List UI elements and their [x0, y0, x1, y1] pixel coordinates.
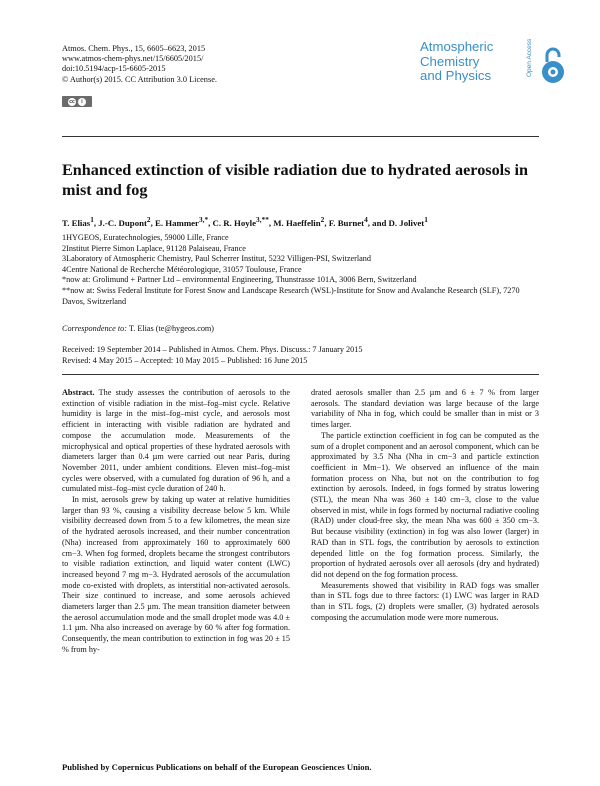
abstract-paragraph-5: Measurements showed that visibility in RAD fogs was smaller than in STL fogs due to three factors: (1) LWC was larger in RAD than in STL fogs, (2) droplets were smaller, (3) hydrated aerosols composing the accumulation mode were more numerous.: [311, 580, 539, 622]
abstract-divider: [62, 374, 539, 375]
journal-name: Atmospheric Chemistry and Physics: [420, 39, 494, 84]
abstract-paragraph-4: The particle extinction coefficient in fog can be computed as the sum of a droplet component and an aerosol component, which can be approximated by 3.5 Nha (Nha in cm−3 and particle extinction coefficient in Mm−1). We observed an influence of the main formation process on Nha, but not on the contribution to fog extinction by aerosols. Indeed, in fogs formed by stratus lowering (STL), the mean Nha was 360 ± 140 cm−3, close to the value observed in mist, while in fogs formed by nocturnal radiative cooling (RAD) under cloud-free sky, the mean Nha was 600 ± 350 cm−3. But because visibility (extinction) in fog was also lower (larger) in RAD than in STL fogs, the contribution by aerosols to extinction depended little on the fog formation process. Similarly, the proportion of hydrated aerosols over all aerosols (dry and hydrated) did not depend on the fog formation process.: [311, 430, 539, 579]
abstract-paragraph-3: drated aerosols smaller than 2.5 µm and 6 ± 7 % from larger aerosols. The standard deviation was large because of the large variability of Nha in fog, which could be smaller than in mist or 3 times larger.: [311, 388, 539, 430]
affiliation-6: **now at: Swiss Federal Institute for Forest Snow and Landscape Research (WSL)-Institute for Snow and Avalanche Research (SLF), 7270 Davos, Switzerland: [62, 285, 520, 306]
license: © Author(s) 2015. CC Attribution 3.0 License.: [62, 74, 217, 84]
header-block: [62, 44, 217, 85]
abstract-paragraph-2: In mist, aerosols grew by taking up water at relative humidities larger than 93 %, causing a visibility decrease below 5 km. While visibility decreased down from 5 to a few kilometres, the mean size of the hydrated aerosols increased, and their number concentration (Nha) increased from approximately 160 to approximately 600 cm−3. When fog formed, droplets became the strongest contributors to visible radiation extinction, and liquid water content (LWC) increased beyond 7 mg m−3. Hydrated aerosols of the accumulation mode co-existed with droplets, as interstitial non-activated aerosols. Their size continued to increase, and some aerosols achieved diameters larger than 2.5 µm. The mean transition diameter between the aerosol accumulation mode and the small droplet mode was 4.0 ± 1.1 µm. Nha also increased on average by 60 % after fog formation. Consequently, the mean contribution to extinction in fog was 20 ± 15 % from hy-: [62, 495, 290, 654]
paper-title: Enhanced extinction of visible radiation due to hydrated aerosols in mist and fog: [62, 161, 529, 199]
author-list: [62, 214, 542, 229]
by-icon: i: [78, 98, 86, 106]
dates-line-1: Received: 19 September 2014 – Published in Atmos. Chem. Phys. Discuss.: 7 January 2015: [62, 345, 363, 354]
affiliation-3: 3Laboratory of Atmospheric Chemistry, Paul Scherrer Institut, 5232 Villigen-PSI, Switzerland: [62, 254, 371, 264]
svg-text:Open Access: Open Access: [526, 38, 533, 77]
abstract-column-left: [62, 388, 290, 656]
publication-dates: [62, 345, 362, 366]
affiliation-5: *now at: Grolimund + Partner Ltd – environmental Engineering, Thunstrasse 101A, 3006 Bern, Switzerland: [62, 275, 417, 285]
abstract-column-right: [311, 388, 539, 623]
doi[interactable]: doi:10.5194/acp-15-6605-2015: [62, 64, 166, 74]
citation: Atmos. Chem. Phys., 15, 6605–6623, 2015: [62, 44, 206, 53]
article-url[interactable]: www.atmos-chem-phys.net/15/6605/2015/: [62, 54, 204, 64]
correspondence-value[interactable]: T. Elias (te@hygeos.com): [128, 324, 215, 333]
abstract-paragraph-1: Abstract. The study assesses the contribution of aerosols to the extinction of visible radiation in the mist–fog–mist cycle. Relative humidity is large in the mist–fog–mist cycle, and aerosols most efficient in interacting with visible radiation are hydrated and compose the accumulation mode. Measurements of the microphysical and optical properties of these hydrated aerosols with diameters larger than 0.4 µm were carried out near Paris, during November 2011, under ambient conditions. Eleven mist–fog–mist cycles were observed, with a cumulated fog duration of 96 h, and a cumulated mist–fog–mist cycle duration of 240 h.: [62, 388, 290, 494]
top-divider: [62, 136, 539, 137]
cc-by-badge-icon[interactable]: [62, 96, 92, 107]
abstract-label: Abstract.: [62, 388, 95, 397]
publisher-footer: Published by Copernicus Publications on behalf of the European Geosciences Union.: [62, 762, 372, 772]
open-access-label: [524, 32, 534, 78]
affiliation-2: 2Institut Pierre Simon Laplace, 91128 Palaiseau, France: [62, 243, 246, 253]
affiliation-1: 1HYGEOS, Euratechnologies, 59000 Lille, France: [62, 233, 229, 242]
affiliation-4: 4Centre National de Recherche Météorologique, 31057 Toulouse, France: [62, 264, 302, 274]
dates-line-2: Revised: 4 May 2015 – Accepted: 10 May 2015 – Published: 16 June 2015: [62, 355, 308, 365]
author: T. Elias$^1$, J.-C. Dupont$^2$, E. Hammer$^{3,*}$, C. R. Hoyle$^{3,**}$, M. Haeffelin$^2$, F. Burnet$^4$, and D. Jolivet$^1$: [62, 215, 428, 228]
cc-icon: cc: [69, 98, 75, 105]
open-access-lock-icon: [538, 44, 568, 86]
correspondence-label: Correspondence to:: [62, 324, 127, 333]
correspondence: [62, 324, 214, 335]
affiliations: [62, 233, 540, 307]
